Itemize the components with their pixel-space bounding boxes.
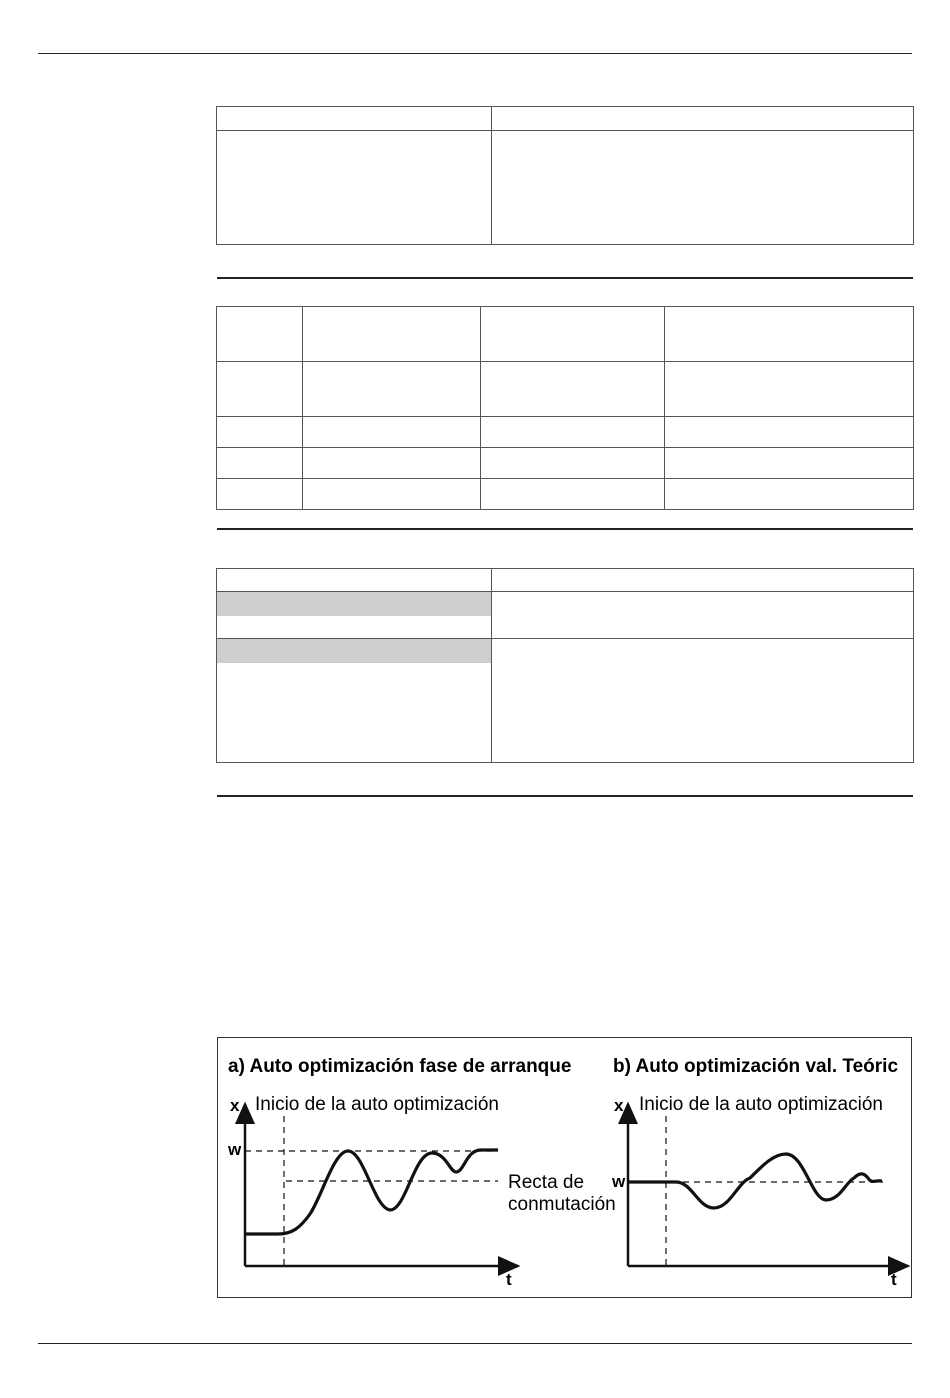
shaded-cell-band [217,592,491,616]
panel-b-x-axis-label: t [891,1270,897,1289]
table-row [217,107,914,131]
header-rule [38,53,912,54]
panel-a-setpoint-label: w [228,1140,242,1159]
table-row [217,592,914,639]
panel-b-start-label: Inicio de la auto optimización [639,1094,883,1115]
table-1 [216,106,914,245]
panel-a-start-label: Inicio de la auto optimización [255,1094,499,1115]
panel-b-title: b) Auto optimización val. Teóric [613,1056,899,1077]
table-2 [216,306,914,510]
section-rule [217,795,913,797]
table-row [217,448,914,479]
panel-a-switch-label-2: conmutación [508,1194,616,1215]
footer-rule [38,1343,912,1344]
table-3 [216,568,914,763]
table-row [217,417,914,448]
table-row [217,131,914,245]
table-row [217,479,914,510]
section-rule [217,277,913,279]
panel-a-title: a) Auto optimización fase de arranque [228,1056,572,1077]
shaded-cell-band [217,639,491,663]
panel-a-x-axis-label: t [506,1270,512,1289]
table-row [217,639,914,763]
table-row [217,307,914,362]
table-row [217,362,914,417]
panel-a-switch-label-1: Recta de [508,1172,585,1193]
panel-a-y-axis-label: x [230,1096,240,1115]
section-rule [217,528,913,530]
panel-b-y-axis-label: x [614,1096,624,1115]
table-row [217,569,914,592]
auto-optimization-figure [217,1037,912,1298]
panel-b-response-curve [629,1154,882,1208]
panel-b-setpoint-label: w [612,1172,626,1191]
auto-optimization-diagram [218,1038,912,1298]
